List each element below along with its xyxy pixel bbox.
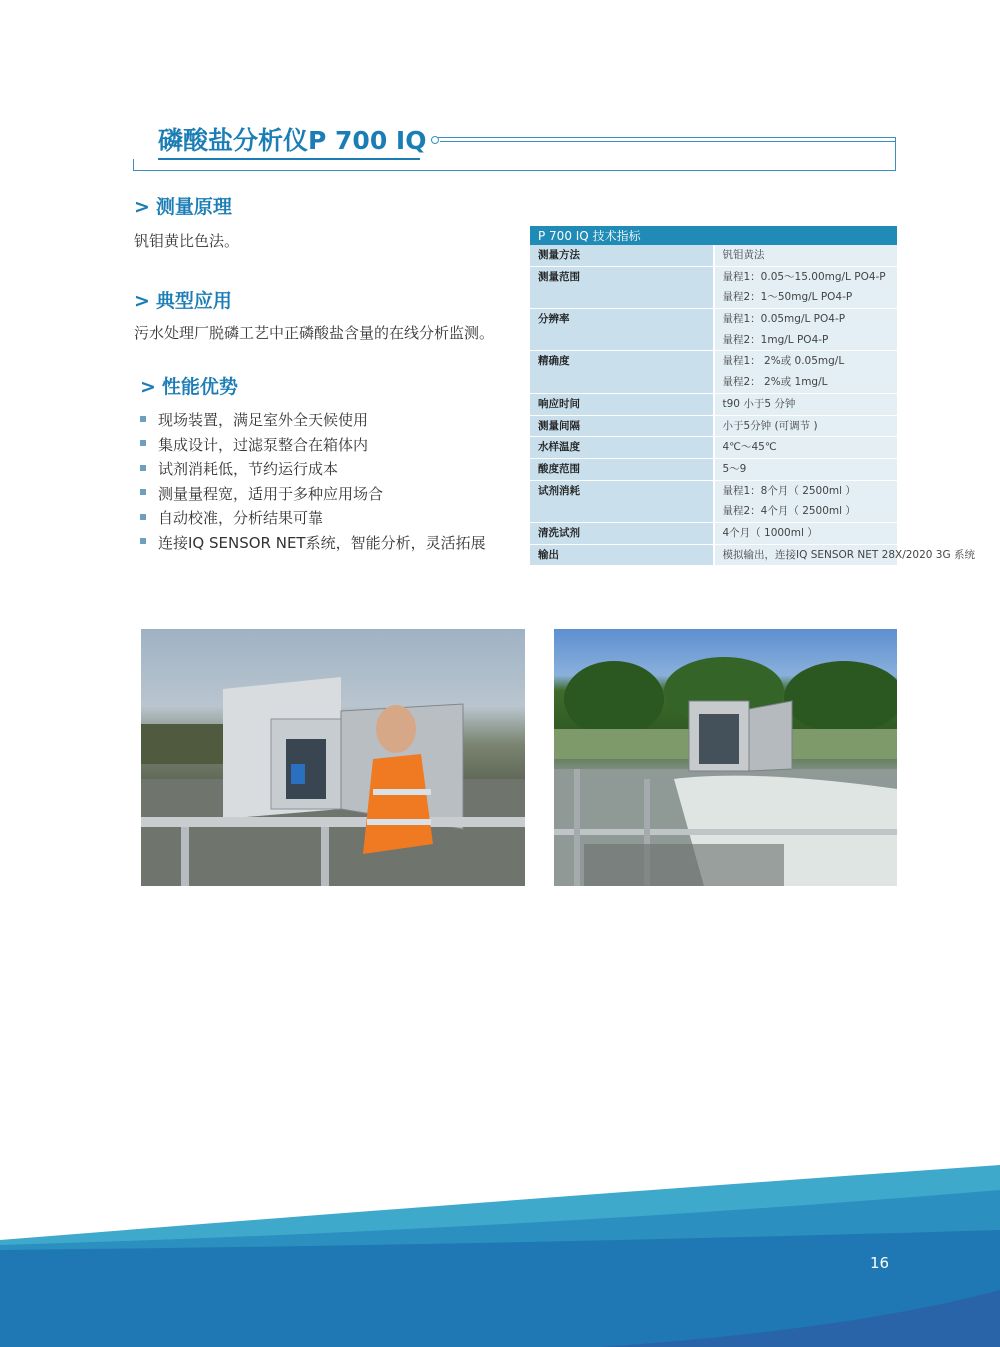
spec-key: 测量间隔 — [530, 415, 714, 437]
section-heading-label: 典型应用 — [155, 290, 232, 312]
spec-value: 模拟输出，连接IQ SENSOR NET 28X/2020 3G 系统 — [714, 544, 898, 566]
bullet-square-icon — [140, 538, 146, 544]
spec-value: 量程1：8个月（ 2500ml ） 量程2：4个月（ 2500ml ） — [714, 480, 898, 522]
table-row — [530, 393, 897, 415]
list-item: 测量量程宽，适用于多种应用场合 — [140, 482, 486, 507]
page-title: 磷酸盐分析仪P 700 IQ — [158, 126, 427, 155]
spec-value: 5～9 — [714, 458, 898, 480]
application-text: 污水处理厂脱磷工艺中正磷酸盐含量的在线分析监测。 — [134, 324, 495, 342]
photo-technician-analyzer — [141, 629, 525, 886]
spec-value: 4个月（ 1000ml ） — [714, 523, 898, 545]
spec-key: 水样温度 — [530, 437, 714, 459]
bullet-square-icon — [140, 465, 146, 471]
advantages-list — [140, 408, 486, 555]
spec-value: 4℃～45℃ — [714, 437, 898, 459]
section-heading-advantages — [140, 372, 238, 399]
section-heading-application — [134, 286, 232, 313]
table-row — [530, 437, 897, 459]
chevron-right-icon: > — [134, 290, 150, 312]
section-heading-label: 性能优势 — [161, 376, 238, 398]
section-heading-label: 测量原理 — [155, 196, 232, 218]
spec-value: t90 小于5 分钟 — [714, 393, 898, 415]
footer-wave — [0, 1160, 1000, 1347]
list-item: 现场装置，满足室外全天候使用 — [140, 408, 486, 433]
spec-table-header: P 700 IQ 技术指标 — [530, 226, 897, 245]
spec-key: 酸度范围 — [530, 458, 714, 480]
spec-value: 小于5分钟 (可调节 ) — [714, 415, 898, 437]
page-number: 16 — [870, 1254, 890, 1272]
principle-text: 钒钼黄比色法。 — [134, 232, 240, 250]
photo-installed-illustration — [554, 629, 897, 886]
table-row — [530, 245, 897, 266]
title-rule — [440, 141, 896, 142]
spec-table — [530, 226, 975, 566]
spec-value: 量程1：0.05～15.00mg/L PO4-P 量程2：1～50mg/L PO4-P — [714, 266, 898, 308]
bullet-square-icon — [140, 514, 146, 520]
bullet-square-icon — [140, 416, 146, 422]
spec-key: 测量范围 — [530, 266, 714, 308]
table-row — [530, 415, 897, 437]
spec-key: 分辨率 — [530, 309, 714, 351]
list-item: 试剂消耗低，节约运行成本 — [140, 457, 486, 482]
list-item: 连接IQ SENSOR NET系统，智能分析，灵活拓展 — [140, 531, 486, 556]
bullet-square-icon — [140, 440, 146, 446]
spec-value: 量程1：0.05mg/L PO4-P 量程2：1mg/L PO4-P — [714, 309, 898, 351]
table-row — [530, 458, 897, 480]
spec-key: 输出 — [530, 544, 714, 566]
list-item: 自动校准，分析结果可靠 — [140, 506, 486, 531]
spec-key: 测量方法 — [530, 245, 714, 266]
spec-value: 钒钼黄法 — [714, 245, 898, 266]
spec-value: 量程1： 2%或 0.05mg/L 量程2： 2%或 1mg/L — [714, 351, 898, 393]
spec-key: 试剂消耗 — [530, 480, 714, 522]
chevron-right-icon: > — [134, 196, 150, 218]
table-row — [530, 480, 897, 522]
title-dot-icon — [431, 136, 439, 144]
table-row — [530, 544, 897, 566]
table-row — [530, 351, 897, 393]
table-row — [530, 309, 897, 351]
title-underline — [158, 158, 420, 160]
photo-installed-analyzer — [554, 629, 897, 886]
bullet-square-icon — [140, 489, 146, 495]
spec-key: 清洗试剂 — [530, 523, 714, 545]
section-heading-principle — [134, 192, 232, 219]
table-row — [530, 523, 897, 545]
table-row — [530, 266, 897, 308]
spec-key: 精确度 — [530, 351, 714, 393]
photo-technician-illustration — [141, 629, 525, 886]
list-item: 集成设计，过滤泵整合在箱体内 — [140, 433, 486, 458]
chevron-right-icon: > — [140, 376, 156, 398]
spec-key: 响应时间 — [530, 393, 714, 415]
